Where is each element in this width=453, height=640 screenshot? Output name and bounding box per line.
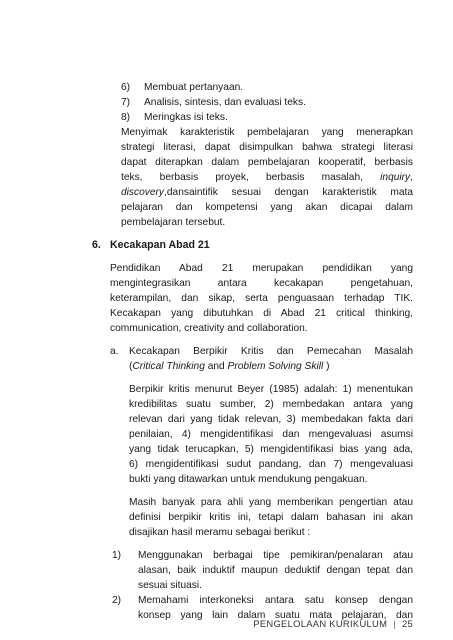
paragraph-line: bukti yang ditawarkan untuk mendukung pengakuan.: [129, 474, 368, 485]
paragraph-line: strategi literasi, dapat disimpulkan bahwa strategi literasi: [121, 142, 413, 153]
section-number: 6.: [92, 239, 101, 251]
paragraph-line: keterampilan, dan sikap, serta penguasaan terhadap TIK.: [110, 293, 413, 304]
paragraph-line: Pendidikan Abad 21 merupakan pendidikan yang: [110, 263, 413, 274]
paragraph-line: disajikan hasil meramu sebagai berikut :: [129, 527, 311, 538]
list-number: 7): [121, 97, 131, 108]
paragraph-line: Menyimak karakteristik pembelajaran yang menerapkan: [121, 127, 413, 138]
paragraph-line: discovery,dansaintifik sesuai dengan karakteristik mata: [121, 187, 413, 198]
footer-separator: |: [393, 618, 396, 629]
paragraph-line: definisi berpikir kritis ini, tetapi dalam bahasan ini akan: [129, 512, 413, 523]
subsection-title: Kecakapan Berpikir Kritis dan Pemecahan Masalah: [129, 346, 413, 357]
list-item-line: konsep yang lain dalam suatu mata pelajaran, dan: [138, 610, 413, 621]
page-footer: [253, 618, 413, 629]
paragraph-line: 6) mengidentifikasi sudut pandang, dan 7) mengevaluasi: [129, 459, 413, 470]
paragraph-line: yang tidak terucapkan, 5) mengidentifikasi bias yang ada,: [129, 444, 413, 455]
paragraph-line: communication, creativity and collaboration.: [110, 323, 308, 334]
footer-title: PENGELOLAAN KURIKULUM: [253, 618, 388, 629]
page-number: 25: [401, 618, 413, 629]
subsection-title-en: (Critical Thinking and Problem Solving Skill ): [129, 361, 330, 372]
list-number: 6): [121, 82, 131, 93]
list-item-line: Memahami interkoneksi antara satu konsep dengan: [138, 595, 413, 606]
list-item: Analisis, sintesis, dan evaluasi teks.: [144, 97, 306, 108]
list-item: Membuat pertanyaan.: [144, 82, 244, 93]
paragraph-line: Masih banyak para ahli yang memberikan pengertian atau: [129, 497, 413, 508]
paragraph-line: mengintegrasikan antara kecakapan pengetahuan,: [110, 278, 413, 289]
list-number: 2): [112, 595, 122, 606]
paragraph-line: Kecakapan yang dibutuhkan di Abad 21 critical thinking,: [110, 308, 413, 319]
list-item: Meringkas isi teks.: [144, 112, 228, 123]
list-item-line: Menggunakan berbagai tipe pemikiran/penalaran atau: [138, 550, 413, 561]
paragraph-line: pelajaran dan kompetensi yang akan dicapai dalam: [121, 202, 413, 213]
paragraph-line: teks, berbasis proyek, berbasis masalah, inquiry,: [121, 172, 413, 183]
paragraph-line: dapat diterapkan dalam pembelajaran kooperatif, berbasis: [121, 157, 413, 168]
list-number: 8): [121, 112, 131, 123]
paragraph-line: kredibilitas suatu sumber, 2) membedakan antara yang: [129, 399, 413, 410]
section-title: Kecakapan Abad 21: [110, 239, 210, 251]
list-item-line: sesuai situasi.: [138, 580, 202, 591]
subsection-label: a.: [110, 346, 119, 357]
list-item-line: alasan, baik induktif maupun deduktif dengan tepat dan: [138, 565, 413, 576]
paragraph-line: Berpikir kritis menurut Beyer (1985) adalah: 1) menentukan: [129, 384, 413, 395]
paragraph-line: penilaian, 4) mengidentifikasi dan mengevaluasi asumsi: [129, 429, 413, 440]
list-number: 1): [112, 550, 122, 561]
paragraph-line: relevan dari yang tidak relevan, 3) membedakan fakta dari: [129, 414, 413, 425]
paragraph-line: pembelajaran tersebut.: [121, 217, 226, 228]
